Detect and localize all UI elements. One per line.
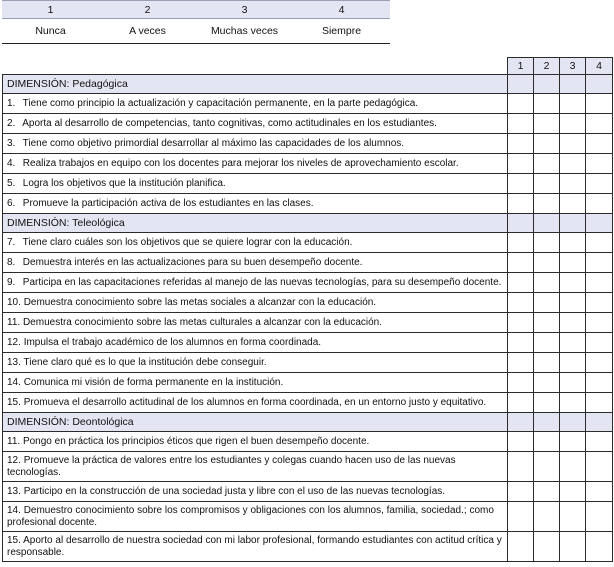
answer-cell-1[interactable] bbox=[508, 94, 534, 114]
question-text: Aporta al desarrollo de competencias, tanto cognitivas, como actitudinales en los estudiantes. bbox=[22, 117, 437, 129]
question-text-cell bbox=[3, 373, 508, 393]
question-text: Demuestra conocimiento sobre las metas culturales a alcanzar con la educación. bbox=[22, 316, 383, 328]
question-row bbox=[3, 373, 613, 393]
answer-cell-4[interactable] bbox=[586, 452, 613, 482]
question-text: Aporto al desarrollo de nuestra sociedad con mi labor profesional, formando estudiantes con actitud crítica y responsable. bbox=[7, 534, 502, 558]
question-text-cell bbox=[3, 174, 508, 194]
question-text: Participa en las capacitaciones referidas al manejo de las nuevas tecnologías, para su desempeño docente. bbox=[22, 276, 502, 288]
question-text-cell bbox=[3, 432, 508, 452]
question-number: 1. bbox=[7, 97, 16, 109]
answer-cell-3[interactable] bbox=[560, 293, 586, 313]
question-number: 8. bbox=[7, 256, 16, 268]
question-text-cell bbox=[3, 452, 508, 482]
answer-cell-3[interactable] bbox=[560, 353, 586, 373]
question-text-cell bbox=[3, 393, 508, 413]
question-text-cell bbox=[3, 353, 508, 373]
question-number: 12. bbox=[7, 454, 21, 466]
dimension-blank-cell bbox=[534, 413, 560, 432]
answer-cell-1[interactable] bbox=[508, 353, 534, 373]
answer-cell-3[interactable] bbox=[560, 154, 586, 174]
answer-cell-3[interactable] bbox=[560, 134, 586, 154]
question-row bbox=[3, 154, 613, 174]
answer-cell-4[interactable] bbox=[586, 154, 613, 174]
question-text: Demuestra conocimiento sobre las metas sociales a alcanzar con la educación. bbox=[23, 296, 377, 308]
column-header: 3 bbox=[560, 58, 586, 75]
dimension-title: DIMENSIÓN: Pedagógica bbox=[3, 75, 508, 94]
question-text-cell bbox=[3, 154, 508, 174]
scale-number: 4 bbox=[293, 1, 390, 19]
answer-cell-2[interactable] bbox=[534, 253, 560, 273]
question-text-cell bbox=[3, 253, 508, 273]
answer-cell-3[interactable] bbox=[560, 373, 586, 393]
answer-cell-2[interactable] bbox=[534, 482, 560, 502]
question-text: Realiza trabajos en equipo con los docentes para mejorar los niveles de aprovechamiento escolar. bbox=[22, 157, 459, 169]
answer-cell-3[interactable] bbox=[560, 333, 586, 353]
scale-number: 1 bbox=[2, 1, 99, 19]
question-text: Participo en la construcción de una sociedad justa y libre con el uso de las nuevas tecnologías. bbox=[23, 485, 446, 497]
answer-cell-3[interactable] bbox=[560, 432, 586, 452]
scale-label: Nunca bbox=[2, 19, 99, 44]
answer-cell-4[interactable] bbox=[586, 114, 613, 134]
answer-cell-1[interactable] bbox=[508, 134, 534, 154]
answer-cell-4[interactable] bbox=[586, 134, 613, 154]
answer-cell-4[interactable] bbox=[586, 293, 613, 313]
answer-cell-4[interactable] bbox=[586, 333, 613, 353]
answer-cell-1[interactable] bbox=[508, 293, 534, 313]
answer-cell-3[interactable] bbox=[560, 502, 586, 532]
scale-label: Siempre bbox=[293, 19, 390, 44]
question-number: 15. bbox=[7, 396, 21, 408]
answer-cell-2[interactable] bbox=[534, 452, 560, 482]
dimension-header-row bbox=[3, 75, 613, 94]
answer-cell-1[interactable] bbox=[508, 313, 534, 333]
answer-cell-2[interactable] bbox=[534, 114, 560, 134]
answer-cell-1[interactable] bbox=[508, 233, 534, 253]
answer-cell-1[interactable] bbox=[508, 482, 534, 502]
answer-cell-4[interactable] bbox=[586, 273, 613, 293]
answer-cell-4[interactable] bbox=[586, 373, 613, 393]
answer-cell-3[interactable] bbox=[560, 253, 586, 273]
answer-cell-1[interactable] bbox=[508, 194, 534, 214]
question-row bbox=[3, 333, 613, 353]
question-text-cell bbox=[3, 293, 508, 313]
dimension-blank-cell bbox=[560, 75, 586, 94]
answer-cell-1[interactable] bbox=[508, 532, 534, 562]
answer-cell-2[interactable] bbox=[534, 333, 560, 353]
answer-cell-2[interactable] bbox=[534, 393, 560, 413]
dimension-blank-cell bbox=[586, 75, 613, 94]
question-text-cell bbox=[3, 333, 508, 353]
answer-cell-3[interactable] bbox=[560, 174, 586, 194]
question-row bbox=[3, 393, 613, 413]
answer-cell-2[interactable] bbox=[534, 293, 560, 313]
answer-cell-3[interactable] bbox=[560, 94, 586, 114]
question-text: Promueva el desarrollo actitudinal de los alumnos en forma coordinada, en un entorno justo y equitativo. bbox=[23, 396, 487, 408]
answer-cell-3[interactable] bbox=[560, 482, 586, 502]
answer-cell-4[interactable] bbox=[586, 233, 613, 253]
question-text-cell bbox=[3, 114, 508, 134]
answer-cell-1[interactable] bbox=[508, 432, 534, 452]
answer-cell-2[interactable] bbox=[534, 154, 560, 174]
question-text: Pongo en práctica los principios éticos que rigen el buen desempeño docente. bbox=[22, 435, 370, 447]
question-text: Tiene claro qué es lo que la institución debe conseguir. bbox=[23, 356, 267, 368]
question-text-cell bbox=[3, 502, 508, 532]
answer-cell-3[interactable] bbox=[560, 532, 586, 562]
question-text-cell bbox=[3, 134, 508, 154]
scale-label: Muchas veces bbox=[196, 19, 293, 44]
question-row bbox=[3, 353, 613, 373]
question-number: 13. bbox=[7, 485, 21, 497]
question-text: Impulsa el trabajo académico de los alumnos en forma coordinada. bbox=[23, 336, 322, 348]
answer-cell-3[interactable] bbox=[560, 233, 586, 253]
question-row bbox=[3, 502, 613, 532]
dimension-title: DIMENSIÓN: Deontológica bbox=[3, 413, 508, 432]
answer-cell-4[interactable] bbox=[586, 482, 613, 502]
question-text: Tiene como principio la actualización y capacitación permanente, en la parte pedagógica. bbox=[22, 97, 419, 109]
question-number: 10. bbox=[7, 296, 21, 308]
question-row bbox=[3, 532, 613, 562]
question-text-cell bbox=[3, 273, 508, 293]
dimension-header-row bbox=[3, 413, 613, 432]
answer-cell-1[interactable] bbox=[508, 174, 534, 194]
column-header: 4 bbox=[586, 58, 613, 75]
answer-cell-1[interactable] bbox=[508, 154, 534, 174]
answer-cell-2[interactable] bbox=[534, 273, 560, 293]
question-text: Demuestro conocimiento sobre los compromisos y obligaciones con los alumnos, familia, sociedad.; como profesional docente. bbox=[7, 504, 494, 528]
question-number: 12. bbox=[7, 336, 21, 348]
question-text: Demuestra interés en las actualizaciones para su buen desempeño docente. bbox=[22, 256, 363, 268]
scale-label: A veces bbox=[99, 19, 196, 44]
question-text: Logra los objetivos que la institución planifica. bbox=[22, 177, 226, 189]
dimension-blank-cell bbox=[508, 75, 534, 94]
answer-cell-3[interactable] bbox=[560, 393, 586, 413]
answer-cell-1[interactable] bbox=[508, 373, 534, 393]
question-row bbox=[3, 432, 613, 452]
question-row bbox=[3, 482, 613, 502]
answer-cell-4[interactable] bbox=[586, 432, 613, 452]
answer-cell-4[interactable] bbox=[586, 502, 613, 532]
scale-number: 3 bbox=[196, 1, 293, 19]
answer-cell-2[interactable] bbox=[534, 194, 560, 214]
question-text: Promueve la práctica de valores entre los estudiantes y colegas cuando hacen uso de las nuevas tecnologías. bbox=[7, 454, 456, 478]
question-row bbox=[3, 313, 613, 333]
answer-cell-1[interactable] bbox=[508, 502, 534, 532]
question-text-cell bbox=[3, 194, 508, 214]
question-text: Promueve la participación activa de los estudiantes en las clases. bbox=[22, 197, 314, 209]
answer-cell-2[interactable] bbox=[534, 174, 560, 194]
column-header: 2 bbox=[534, 58, 560, 75]
question-row bbox=[3, 134, 613, 154]
answer-cell-4[interactable] bbox=[586, 353, 613, 373]
rating-scale-legend bbox=[2, 0, 390, 44]
answer-cell-3[interactable] bbox=[560, 194, 586, 214]
question-text: Tiene como objetivo primordial desarrollar al máximo las capacidades de los alumnos. bbox=[22, 137, 405, 149]
answer-cell-2[interactable] bbox=[534, 353, 560, 373]
answer-cell-2[interactable] bbox=[534, 532, 560, 562]
column-header: 1 bbox=[508, 58, 534, 75]
header-blank bbox=[3, 58, 508, 75]
question-row bbox=[3, 233, 613, 253]
question-number: 15. bbox=[7, 534, 21, 546]
question-row bbox=[3, 174, 613, 194]
answer-cell-4[interactable] bbox=[586, 532, 613, 562]
questionnaire-table bbox=[2, 57, 613, 562]
question-text-cell bbox=[3, 482, 508, 502]
question-number: 11. bbox=[7, 435, 21, 447]
answer-cell-1[interactable] bbox=[508, 333, 534, 353]
question-number: 9. bbox=[7, 276, 16, 288]
dimension-blank-cell bbox=[508, 214, 534, 233]
question-row bbox=[3, 293, 613, 313]
answer-cell-1[interactable] bbox=[508, 114, 534, 134]
answer-cell-2[interactable] bbox=[534, 502, 560, 532]
answer-cell-3[interactable] bbox=[560, 114, 586, 134]
question-number: 2. bbox=[7, 117, 16, 129]
question-text: Tiene claro cuáles son los objetivos que se quiere lograr con la educación. bbox=[22, 236, 353, 248]
question-row bbox=[3, 94, 613, 114]
answer-cell-3[interactable] bbox=[560, 452, 586, 482]
answer-cell-2[interactable] bbox=[534, 432, 560, 452]
answer-cell-2[interactable] bbox=[534, 134, 560, 154]
question-text-cell bbox=[3, 94, 508, 114]
question-number: 3. bbox=[7, 137, 16, 149]
question-number: 11. bbox=[7, 316, 21, 328]
answer-cell-4[interactable] bbox=[586, 253, 613, 273]
dimension-header-row bbox=[3, 214, 613, 233]
answer-cell-1[interactable] bbox=[508, 273, 534, 293]
dimension-blank-cell bbox=[534, 214, 560, 233]
answer-cell-2[interactable] bbox=[534, 94, 560, 114]
question-row bbox=[3, 114, 613, 134]
question-number: 13. bbox=[7, 356, 21, 368]
question-row bbox=[3, 273, 613, 293]
question-number: 6. bbox=[7, 197, 16, 209]
question-number: 7. bbox=[7, 236, 16, 248]
dimension-blank-cell bbox=[586, 413, 613, 432]
scale-number: 2 bbox=[99, 1, 196, 19]
question-number: 5. bbox=[7, 177, 16, 189]
question-row bbox=[3, 194, 613, 214]
answer-cell-2[interactable] bbox=[534, 233, 560, 253]
answer-cell-2[interactable] bbox=[534, 313, 560, 333]
answer-cell-4[interactable] bbox=[586, 194, 613, 214]
dimension-blank-cell bbox=[534, 75, 560, 94]
dimension-blank-cell bbox=[508, 413, 534, 432]
question-number: 14. bbox=[7, 504, 21, 516]
answer-cell-1[interactable] bbox=[508, 393, 534, 413]
question-text: Comunica mi visión de forma permanente en la institución. bbox=[23, 376, 284, 388]
answer-cell-4[interactable] bbox=[586, 174, 613, 194]
dimension-blank-cell bbox=[560, 214, 586, 233]
answer-cell-3[interactable] bbox=[560, 313, 586, 333]
dimension-title: DIMENSIÓN: Teleológica bbox=[3, 214, 508, 233]
answer-cell-4[interactable] bbox=[586, 94, 613, 114]
dimension-blank-cell bbox=[560, 413, 586, 432]
question-row bbox=[3, 253, 613, 273]
question-row bbox=[3, 452, 613, 482]
question-text-cell bbox=[3, 233, 508, 253]
answer-cell-4[interactable] bbox=[586, 393, 613, 413]
question-text-cell bbox=[3, 532, 508, 562]
answer-cell-2[interactable] bbox=[534, 373, 560, 393]
question-text-cell bbox=[3, 313, 508, 333]
answer-cell-3[interactable] bbox=[560, 273, 586, 293]
answer-cell-1[interactable] bbox=[508, 253, 534, 273]
question-number: 4. bbox=[7, 157, 16, 169]
answer-cell-1[interactable] bbox=[508, 452, 534, 482]
answer-cell-4[interactable] bbox=[586, 313, 613, 333]
dimension-blank-cell bbox=[586, 214, 613, 233]
question-number: 14. bbox=[7, 376, 21, 388]
